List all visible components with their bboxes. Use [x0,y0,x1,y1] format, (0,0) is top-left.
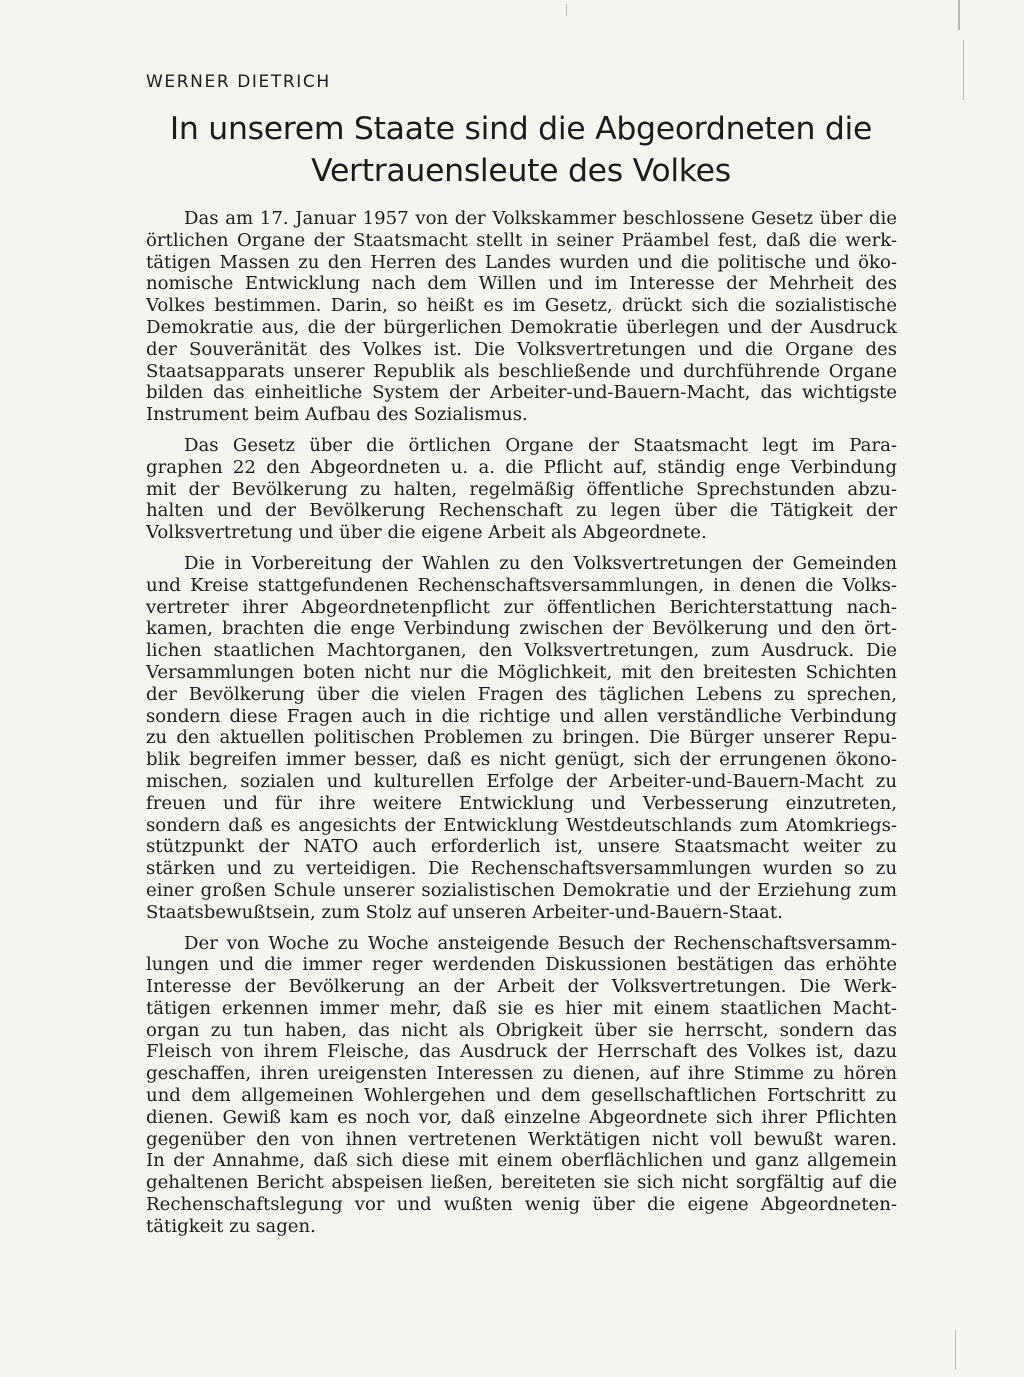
text-line: nomische Entwicklung nach dem Willen und im Interesse der Mehrheit des [146,273,897,295]
article-body [146,208,897,1247]
text-line: Das am 17. Januar 1957 von der Volkskammer beschlossene Gesetz über die [184,208,897,229]
text-line: und dem allgemeinen Wohlergehen und dem gesellschaftlichen Fortschritt zu [146,1085,897,1107]
text-line: mischen, sozialen und kulturellen Erfolge der Arbeiter-und-Bauern-Macht zu [146,770,897,792]
text-line: gehaltenen Bericht abspeisen ließen, bereiteten sie sich nicht sorgfältig auf die [146,1172,897,1194]
text-line: sondern daß es angesichts der Entwicklung Westdeutschlands zum Atomkriegs- [146,814,897,836]
author-name: WERNER DIETRICH [146,72,331,92]
text-line: örtlichen Organe der Staatsmacht stellt in seiner Präambel fest, daß die werk- [146,229,897,251]
text-line: Interesse der Bevölkerung an der Arbeit der Volksvertretungen. Die Werk- [146,976,897,998]
scan-edge-mark [958,0,960,30]
text-line: sondern diese Fragen auch in die richtige und allen verständliche Verbindung [146,705,897,727]
text-line: Volkes bestimmen. Darin, so heißt es im Gesetz, drückt sich die sozialistische [146,295,897,317]
text-line: organ zu tun haben, das nicht als Obrigkeit über sie herrscht, sondern das [146,1019,897,1041]
text-line: der Souveränität des Volkes ist. Die Volksvertretungen und die Organe des [146,338,897,360]
text-line: Der von Woche zu Woche ansteigende Besuch der Rechenschaftsversamm- [184,932,897,954]
text-line: halten und der Bevölkerung Rechenschaft zu legen über die Tätigkeit der [146,500,897,522]
paragraph-1 [146,208,897,426]
title-line: Vertrauensleute des Volkes [311,153,731,189]
text-line: Staatsapparats unserer Republik als beschließende und durchführende Organe [146,360,897,382]
text-line: bilden das einheitliche System der Arbeiter-und-Bauern-Macht, das wichtigste [146,382,897,404]
text-line: dienen. Gewiß kam es noch vor, daß einzelne Abgeordnete sich ihrer Pflichten [146,1106,897,1128]
paragraph-3 [146,553,897,924]
text-line: geschaffen, ihren ureigensten Interessen zu dienen, auf ihre Stimme zu hören [146,1063,897,1085]
text-line: der Bevölkerung über die vielen Fragen des täglichen Lebens zu sprechen, [146,683,897,705]
text-line: tätigen Massen zu den Herren des Landes wurden und die politische und öko- [146,251,897,273]
text-line: freuen und für ihre weitere Entwicklung und Verbesserung einzutreten, [146,792,897,814]
text-line: Volksvertretung und über die eigene Arbeit als Abgeordnete. [146,522,707,544]
text-line: lungen und die immer reger werdenden Diskussionen bestätigen das erhöhte [146,954,897,976]
text-line: kamen, brachten die enge Verbindung zwischen der Bevölkerung und den ört- [146,618,897,640]
text-line: Das Gesetz über die örtlichen Organe der Staatsmacht legt im Para- [184,434,897,456]
text-line: einer großen Schule unserer sozialistischen Demokratie und der Erziehung zum [146,879,897,901]
text-line: tätigen erkennen immer mehr, daß sie es hier mit einem staatlichen Macht- [146,997,897,1019]
text-line: Instrument beim Aufbau des Sozialismus. [146,404,528,426]
text-line: mit der Bevölkerung zu halten, regelmäßig öffentliche Sprechstunden abzu- [146,478,897,500]
text-line: Versammlungen boten nicht nur die Möglichkeit, mit den breitesten Schichten [146,661,897,683]
scan-edge-mark [955,1330,956,1370]
text-line: gegenüber den von ihnen vertretenen Werktätigen nicht voll bewußt waren. [146,1128,897,1150]
title-line: In unserem Staate sind die Abgeordneten die [169,111,873,147]
text-line: In der Annahme, daß sich diese mit einem oberflächlichen und ganz allgemein [146,1150,897,1172]
text-line: tätigkeit zu sagen. [146,1215,316,1237]
text-line: Die in Vorbereitung der Wahlen zu den Volksvertretungen der Gemeinden [184,552,897,574]
text-line: lichen staatlichen Machtorganen, den Volksvertretungen, zum Ausdruck. Die [146,640,897,662]
text-line: und Kreise stattgefundenen Rechenschaftsversammlungen, in denen die Volks- [146,574,897,596]
text-line: graphen 22 den Abgeordneten u. a. die Pflicht auf, ständig enge Verbindung [146,456,897,478]
paragraph-2 [146,435,897,544]
text-line: stärken und zu verteidigen. Die Rechenschaftsversammlungen wurden so zu [146,858,897,880]
text-line: stützpunkt der NATO auch erforderlich ist, unsere Staatsmacht weiter zu [146,836,897,858]
text-line: zu den aktuellen politischen Problemen zu bringen. Die Bürger unserer Repu- [146,727,897,749]
text-line: blik begreifen immer besser, daß es nicht genügt, sich der errungenen ökono- [146,749,897,771]
scan-edge-mark [566,4,567,16]
paragraph-4 [146,933,897,1238]
text-line: vertreter ihrer Abgeordnetenpflicht zur öffentlichen Berichterstattung nach- [146,596,897,618]
text-line: Fleisch von ihrem Fleische, das Ausdruck der Herrschaft des Volkes ist, dazu [146,1041,897,1063]
text-line: Rechenschaftslegung vor und wußten wenig über die eigene Abgeordneten- [146,1194,897,1216]
scan-edge-mark [963,40,964,100]
article-title [146,108,896,192]
text-line: Demokratie aus, die der bürgerlichen Demokratie überlegen und der Ausdruck [146,316,897,338]
text-line: Staatsbewußtsein, zum Stolz auf unseren Arbeiter-und-Bauern-Staat. [146,901,783,923]
